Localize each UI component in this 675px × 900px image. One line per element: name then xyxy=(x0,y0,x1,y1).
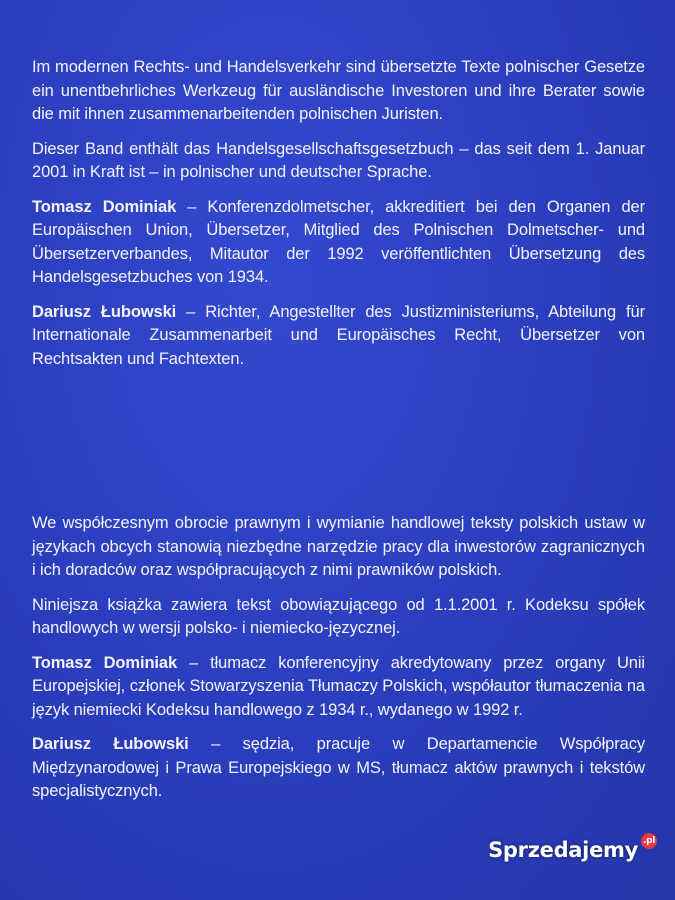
german-author-2-paragraph xyxy=(32,301,645,372)
polish-description xyxy=(32,512,645,815)
polish-author-2-paragraph xyxy=(32,733,645,804)
german-description xyxy=(32,56,645,382)
author-1-name-pl: Tomasz Dominiak xyxy=(32,653,178,672)
german-author-1-paragraph xyxy=(32,196,645,290)
author-1-bio-pl: – tłumacz konferencyjny akredytowany przez organy Unii Europejskiej, członek Stowarzyszenia Tłumaczy Polskich, współautor tłumaczenia na język niemiecki Kodeksu handlowego z 1934 r., wydanego w 1992 r. xyxy=(32,653,645,719)
author-2-bio-pl: – sędzia, pracuje w Departamencie Współpracy Międzynarodowej i Prawa Europejskiego w MS, tłumacz aktów prawnych i tekstów specjalistycznych. xyxy=(32,735,645,800)
author-2-bio: – Richter, Angestellter des Justizministeriums, Abteilung für Internationale Zusammenarbeit und Europäisches Recht, Übersetzer von Rechtsakten und Fachtexten. xyxy=(32,302,645,368)
author-1-name: Tomasz Dominiak xyxy=(32,197,177,216)
polish-intro-paragraph: We współczesnym obrocie prawnym i wymianie handlowej teksty polskich ustaw w językach obcych stanowią niezbędne narzędzie pracy dla inwestorów zagranicznych i ich doradców oraz współpracujących z nimi prawników polskich. xyxy=(32,514,645,579)
author-2-name: Dariusz Łubowski xyxy=(32,302,177,321)
author-2-name-pl: Dariusz Łubowski xyxy=(32,735,189,753)
german-intro-paragraph: Im modernen Rechts- und Handelsverkehr sind übersetzte Texte polnischer Gesetze ein unentbehrliches Werkzeug für ausländische Investoren und ihre Berater sowie die mit ihnen zusammenarbeitenden polnischen Juristen. xyxy=(32,58,645,123)
watermark-badge: .pl xyxy=(641,833,657,849)
polish-contents-paragraph: Niniejsza książka zawiera tekst obowiązującego od 1.1.2001 r. Kodeksu spółek handlowych w wersji polsko- i niemiecko-języcznej. xyxy=(32,595,645,637)
polish-author-1-paragraph xyxy=(32,652,645,723)
watermark-text: Sprzedajemy xyxy=(488,838,638,862)
german-contents-paragraph: Dieser Band enthält das Handelsgesellschaftsgesetzbuch – das seit dem 1. Januar 2001 in Kraft ist – in polnischer und deutscher Sprache. xyxy=(32,139,645,181)
sprzedajemy-watermark xyxy=(488,838,657,862)
author-1-bio: – Konferenzdolmetscher, akkreditiert bei den Organen der Europäischen Union, Übersetzer, Mitglied des Polnischen Dolmetscher- und Übersetzerverbandes, Mitautor der 1992 veröffentlichten Übersetzung des Handelsgesetzbuches von 1934. xyxy=(32,197,646,286)
